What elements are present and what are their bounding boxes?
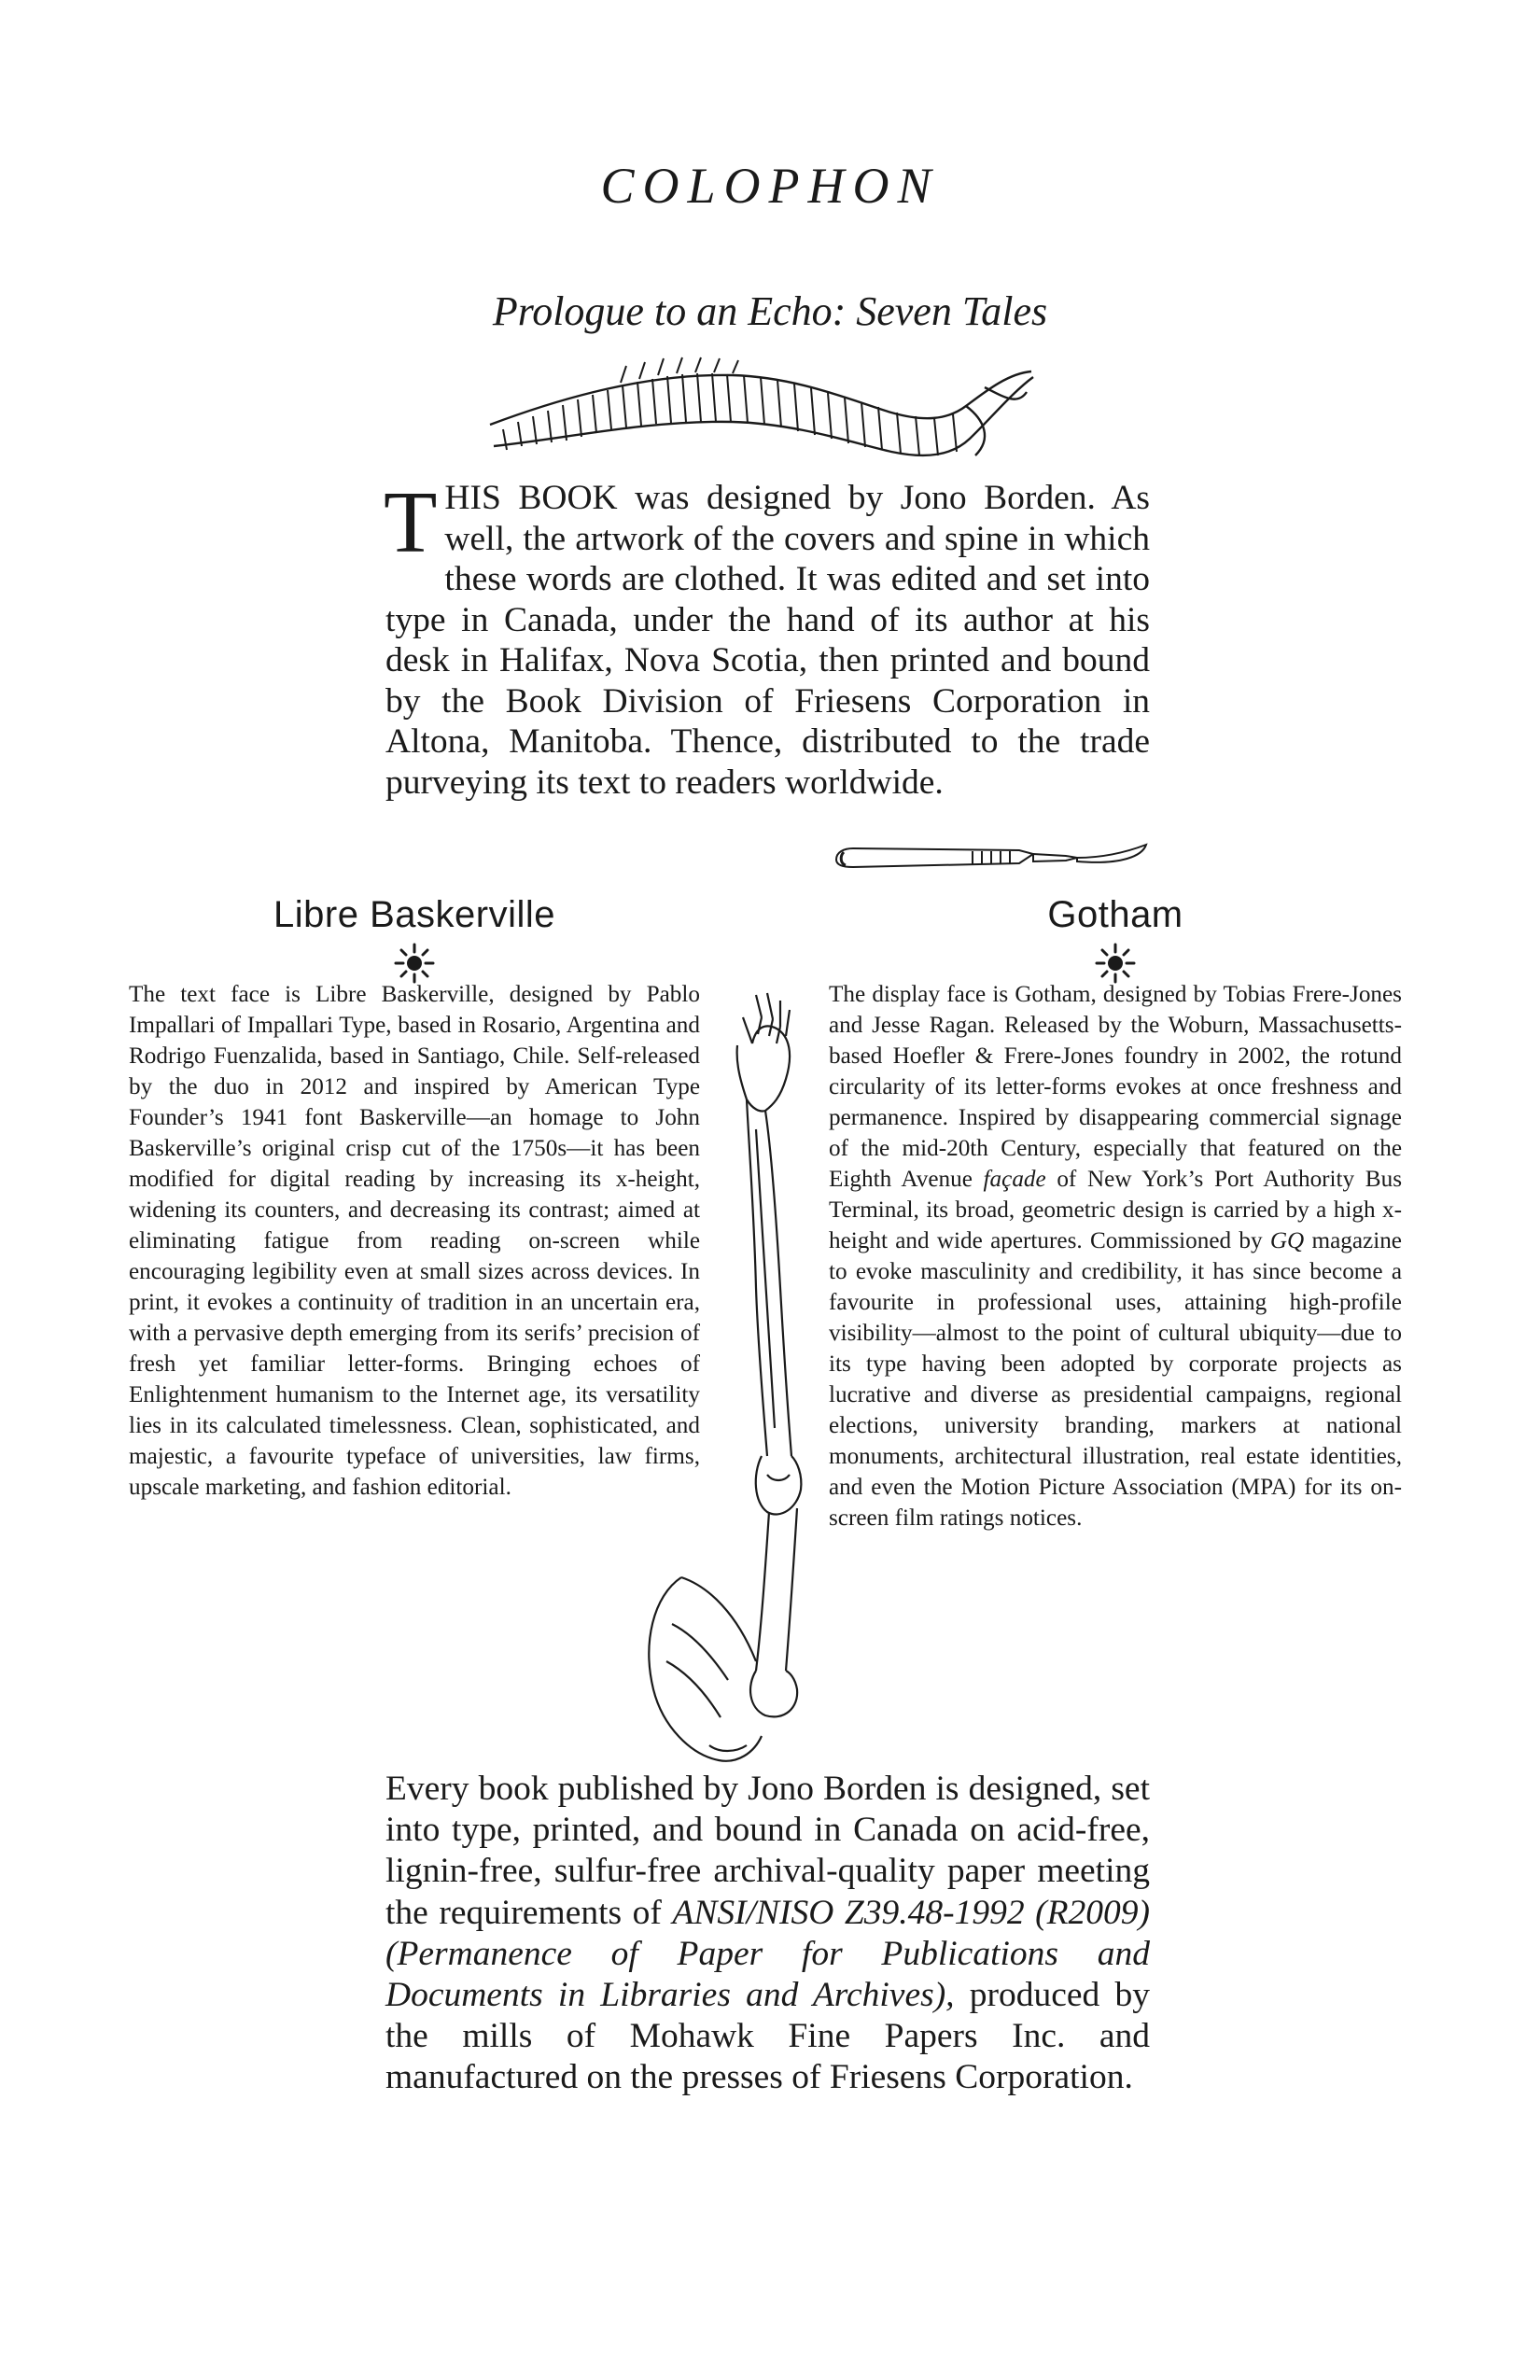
sun-ornament-icon — [1095, 943, 1136, 984]
left-column-heading: Libre Baskerville — [273, 894, 555, 935]
sun-ornament-icon — [394, 943, 435, 984]
gotham-text-a: The display face is Gotham, designed by Tobias Frere-Jones and Jesse Ragan. Released by the Woburn, Massachusetts-based Hoefler & Frere-Jones foundry in 2002, the rotund circularity of its letter-forms evokes at once freshness and permanence. Inspired by disappearing commercial signage of the mid-20th Century, especially that featured on the Eighth Avenue — [829, 982, 1402, 1192]
scalpel-illustration — [833, 835, 1150, 876]
libre-baskerville-description: The text face is Libre Baskerville, designed by Pablo Impallari of Impallari Type, based in Rosario, Argentina and Rodrigo Fuenzalida, based in Santiago, Chile. Self-released by the duo in 2012 and inspired by American Type Founder’s 1941 font Baskerville—an homage to John Baskerville’s original crisp cut of the 1750s—it has been modified for digital reading by increasing its x-height, widening its counters, and decreasing its contrast; aimed at eliminating fatigue from reading on-screen while encouraging legibility even at small sizes across devices. In print, it evokes a continuity of tradition in an uncertain era, with a pervasive depth emerging from its serifs’ precision of fresh yet familiar letter-forms. Bringing echoes of Enlightenment humanism to the Internet age, its versatility lies in its calculated timelessness. Clean, sophisticated, and majestic, a favourite typeface of universities, law firms, upscale marketing, and fashion editorial. — [129, 982, 700, 1500]
gotham-text-b: of New York’s Port Authority Bus Terminal, its broad, geometric design is carried by a high x-height and wide apertures. Commissioned by — [829, 1167, 1402, 1253]
gotham-text-c: magazine to evoke masculinity and credibility, it has since become a favourite in professional uses, attaining high-profile visibility—almost to the point of cultural ubiquity—due to its type having been adopted by corporate projects as lucrative and diverse as presidential campaigns, regional elections, university branding, markers at national monuments, architectural illustration, real estate identities, and even the Motion Picture Association (MPA) for its on-screen film ratings notices. — [829, 1228, 1402, 1531]
arm-bone-illustration — [616, 989, 840, 1770]
closing-italic-standard: ANSI/NISO Z39.48-1992 (R2009) (Permanence of Paper for Publications and Documents in Libraries and Archives), — [385, 1893, 1150, 2015]
spine-illustration — [481, 355, 1041, 467]
gotham-italic-gq: GQ — [1269, 1228, 1305, 1253]
closing-paragraph — [385, 1769, 1150, 2099]
drop-cap: T — [384, 474, 438, 571]
closing-text-a: Every book published by Jono Borden is designed, set into type, printed, and bound in Canada on acid-free, lignin-free, sulfur-free archival-quality paper meeting the requirements of — [385, 1770, 1150, 1932]
intro-text: HIS BOOK was designed by Jono Borden. As well, the artwork of the covers and spine in which these words are clothed. It was edited and set into type in Canada, under the hand of its author at his desk in Halifax, Nova Scotia, then printed and bound by the Book Division of Friesens Corporation in Altona, Manitoba. Thence, distributed to the trade purveying its text to readers worldwide. — [385, 479, 1150, 802]
gotham-description — [829, 979, 1402, 1533]
page-title: COLOPHON — [600, 158, 940, 214]
right-column-heading: Gotham — [1047, 894, 1183, 935]
book-subtitle: Prologue to an Echo: Seven Tales — [492, 288, 1048, 334]
closing-text-b: produced by the mills of Mohawk Fine Papers Inc. and manufactured on the presses of Friesens Corporation. — [385, 1976, 1150, 2097]
gotham-italic-facade: façade — [983, 1167, 1046, 1192]
intro-paragraph — [384, 474, 1150, 803]
